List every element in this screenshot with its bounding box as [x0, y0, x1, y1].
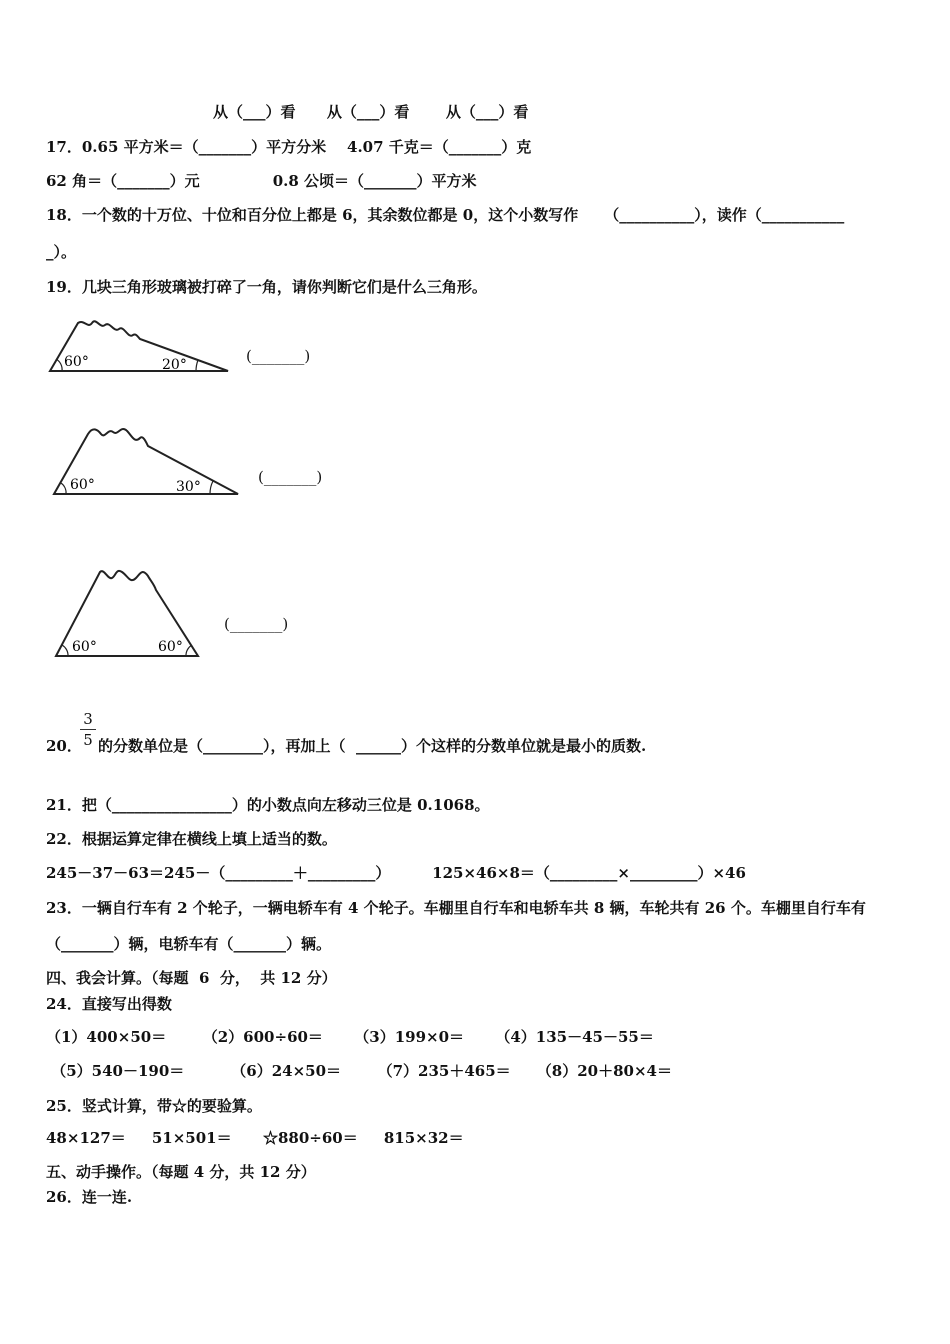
question-18-line2: _）。: [46, 243, 77, 261]
question-21: 21．把（________________）的小数点向左移动三位是 0.1068。: [46, 796, 490, 814]
angle-label-left: 60°: [64, 354, 89, 370]
question-22: 22．根据运算定律在横线上填上适当的数。: [46, 830, 337, 848]
angle-label-right: 30°: [176, 479, 201, 495]
angle-label-right: 60°: [158, 639, 183, 655]
triangle-3-answer: (_______): [224, 615, 289, 633]
broken-triangle-1: [44, 315, 234, 377]
view-prompts: 从（___）看 从（___）看 从（___）看: [213, 103, 529, 121]
question-26: 26．连一连.: [46, 1188, 133, 1206]
section-5-heading: 五、动手操作。（每题 4 分，共 12 分）: [46, 1163, 316, 1181]
question-23-line1: 23．一辆自行车有 2 个轮子，一辆电轿车有 4 个轮子。车棚里自行车和电轿车共 8 辆，车轮共有 26 个。车棚里自行车有: [46, 899, 866, 917]
question-25-problems: 48×127＝ 51×501＝ ☆880÷60＝ 815×32＝: [46, 1129, 464, 1147]
angle-label-right: 20°: [162, 357, 187, 373]
question-22-equations: 245－37－63＝245－（_________＋_________） 125×46×8＝（_________×_________）×46: [46, 864, 746, 882]
question-23-line2: （_______）辆，电轿车有（_______）辆。: [46, 935, 332, 953]
question-19: 19．几块三角形玻璃被打碎了一角，请你判断它们是什么三角形。: [46, 278, 487, 296]
fraction-numerator: 3: [83, 710, 93, 728]
angle-label-left: 60°: [72, 639, 97, 655]
triangle-1-answer: (_______): [246, 347, 311, 365]
question-24: 24．直接写出得数: [46, 995, 172, 1013]
question-17-line2: 62 角＝（_______）元 0.8 公顷＝（_______）平方米: [46, 172, 477, 190]
question-20-number: 20．: [46, 737, 82, 755]
fraction-three-fifths: [80, 710, 96, 749]
angle-label-left: 60°: [70, 477, 95, 493]
broken-triangle-3: [50, 566, 204, 662]
section-4-heading: 四、我会计算。（每题 6 分， 共 12 分）: [46, 969, 337, 987]
question-24-row2: （5）540－190＝ （6）24×50＝ （7）235＋465＝ （8）20＋80×4＝: [46, 1062, 672, 1080]
question-18-line1: 18．一个数的十万位、十位和百分位上都是 6，其余数位都是 0，这个小数写作 （__________），读作（___________: [46, 206, 845, 224]
question-24-row1: （1）400×50＝ （2）600÷60＝ （3）199×0＝ （4）135－45－55＝: [46, 1028, 654, 1046]
question-17-line1: 17．0.65 平方米＝（_______）平方分米 4.07 千克＝（_______）克: [46, 138, 532, 156]
fraction-denominator: 5: [83, 731, 93, 749]
broken-triangle-2: [48, 422, 244, 500]
triangle-2-answer: (_______): [258, 468, 323, 486]
question-20-text: 的分数单位是（________），再加上（ ______）个这样的分数单位就是最小的质数.: [98, 737, 647, 755]
question-25: 25．竖式计算，带☆的要验算。: [46, 1097, 262, 1115]
